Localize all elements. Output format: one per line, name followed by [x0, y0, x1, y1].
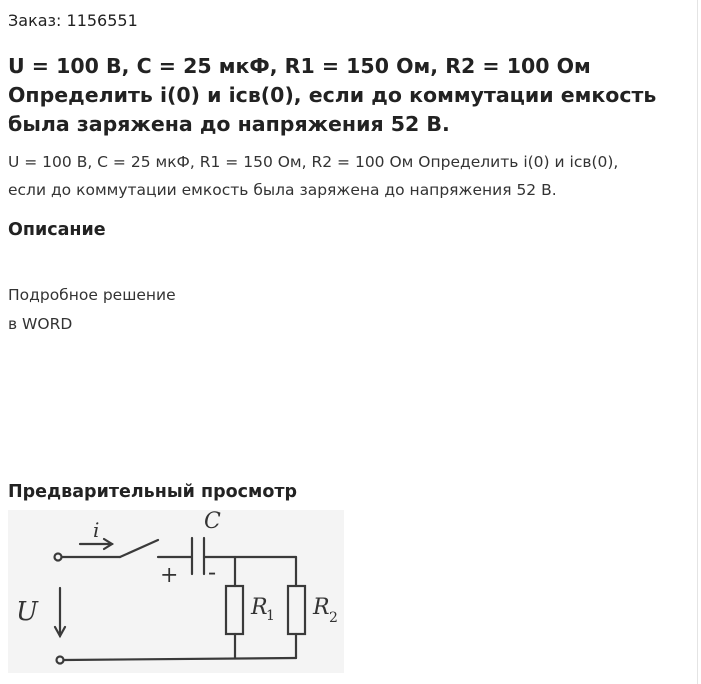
- capacitor-label: C: [204, 510, 221, 534]
- switch-blade: [120, 540, 158, 557]
- description-text: [8, 281, 176, 339]
- page-title: [8, 52, 688, 139]
- title-line-1: U = 100 В, C = 25 мкФ, R1 = 150 Ом, R2 = 100 Ом: [8, 54, 591, 78]
- title-line-3: была заряжена до напряжения 52 В.: [8, 112, 450, 136]
- intro-line-2: если до коммутации емкость была заряжена до напряжения 52 В.: [8, 181, 557, 199]
- r2-label: R: [313, 595, 330, 620]
- description-heading: Описание: [8, 220, 106, 240]
- preview-heading: Предварительный просмотр: [8, 482, 298, 502]
- intro-line-1: U = 100 В, C = 25 мкФ, R1 = 150 Ом, R2 = 100 Ом Определить i(0) и iсв(0),: [8, 153, 619, 171]
- bottom-terminal: [57, 657, 64, 664]
- circuit-diagram: [8, 510, 344, 673]
- description-line-1: Подробное решение: [8, 286, 176, 304]
- r1-label: R: [251, 595, 268, 620]
- wire-bottom: [64, 658, 296, 660]
- intro-text: [8, 148, 688, 204]
- description-line-2: в WORD: [8, 315, 73, 333]
- current-label: i: [93, 518, 100, 542]
- preview-image: [8, 510, 344, 673]
- resistor-r2: [288, 586, 305, 634]
- minus-sign: -: [208, 558, 217, 586]
- title-line-2: Определить i(0) и iсв(0), если до коммутации емкость: [8, 83, 657, 107]
- top-terminal: [55, 554, 62, 561]
- order-number: Заказ: 1156551: [8, 11, 138, 30]
- resistor-r1: [226, 586, 243, 634]
- r1-subscript: 1: [266, 608, 275, 624]
- r2-subscript: 2: [329, 610, 338, 626]
- plus-sign: +: [160, 563, 179, 588]
- voltage-label: U: [16, 597, 38, 627]
